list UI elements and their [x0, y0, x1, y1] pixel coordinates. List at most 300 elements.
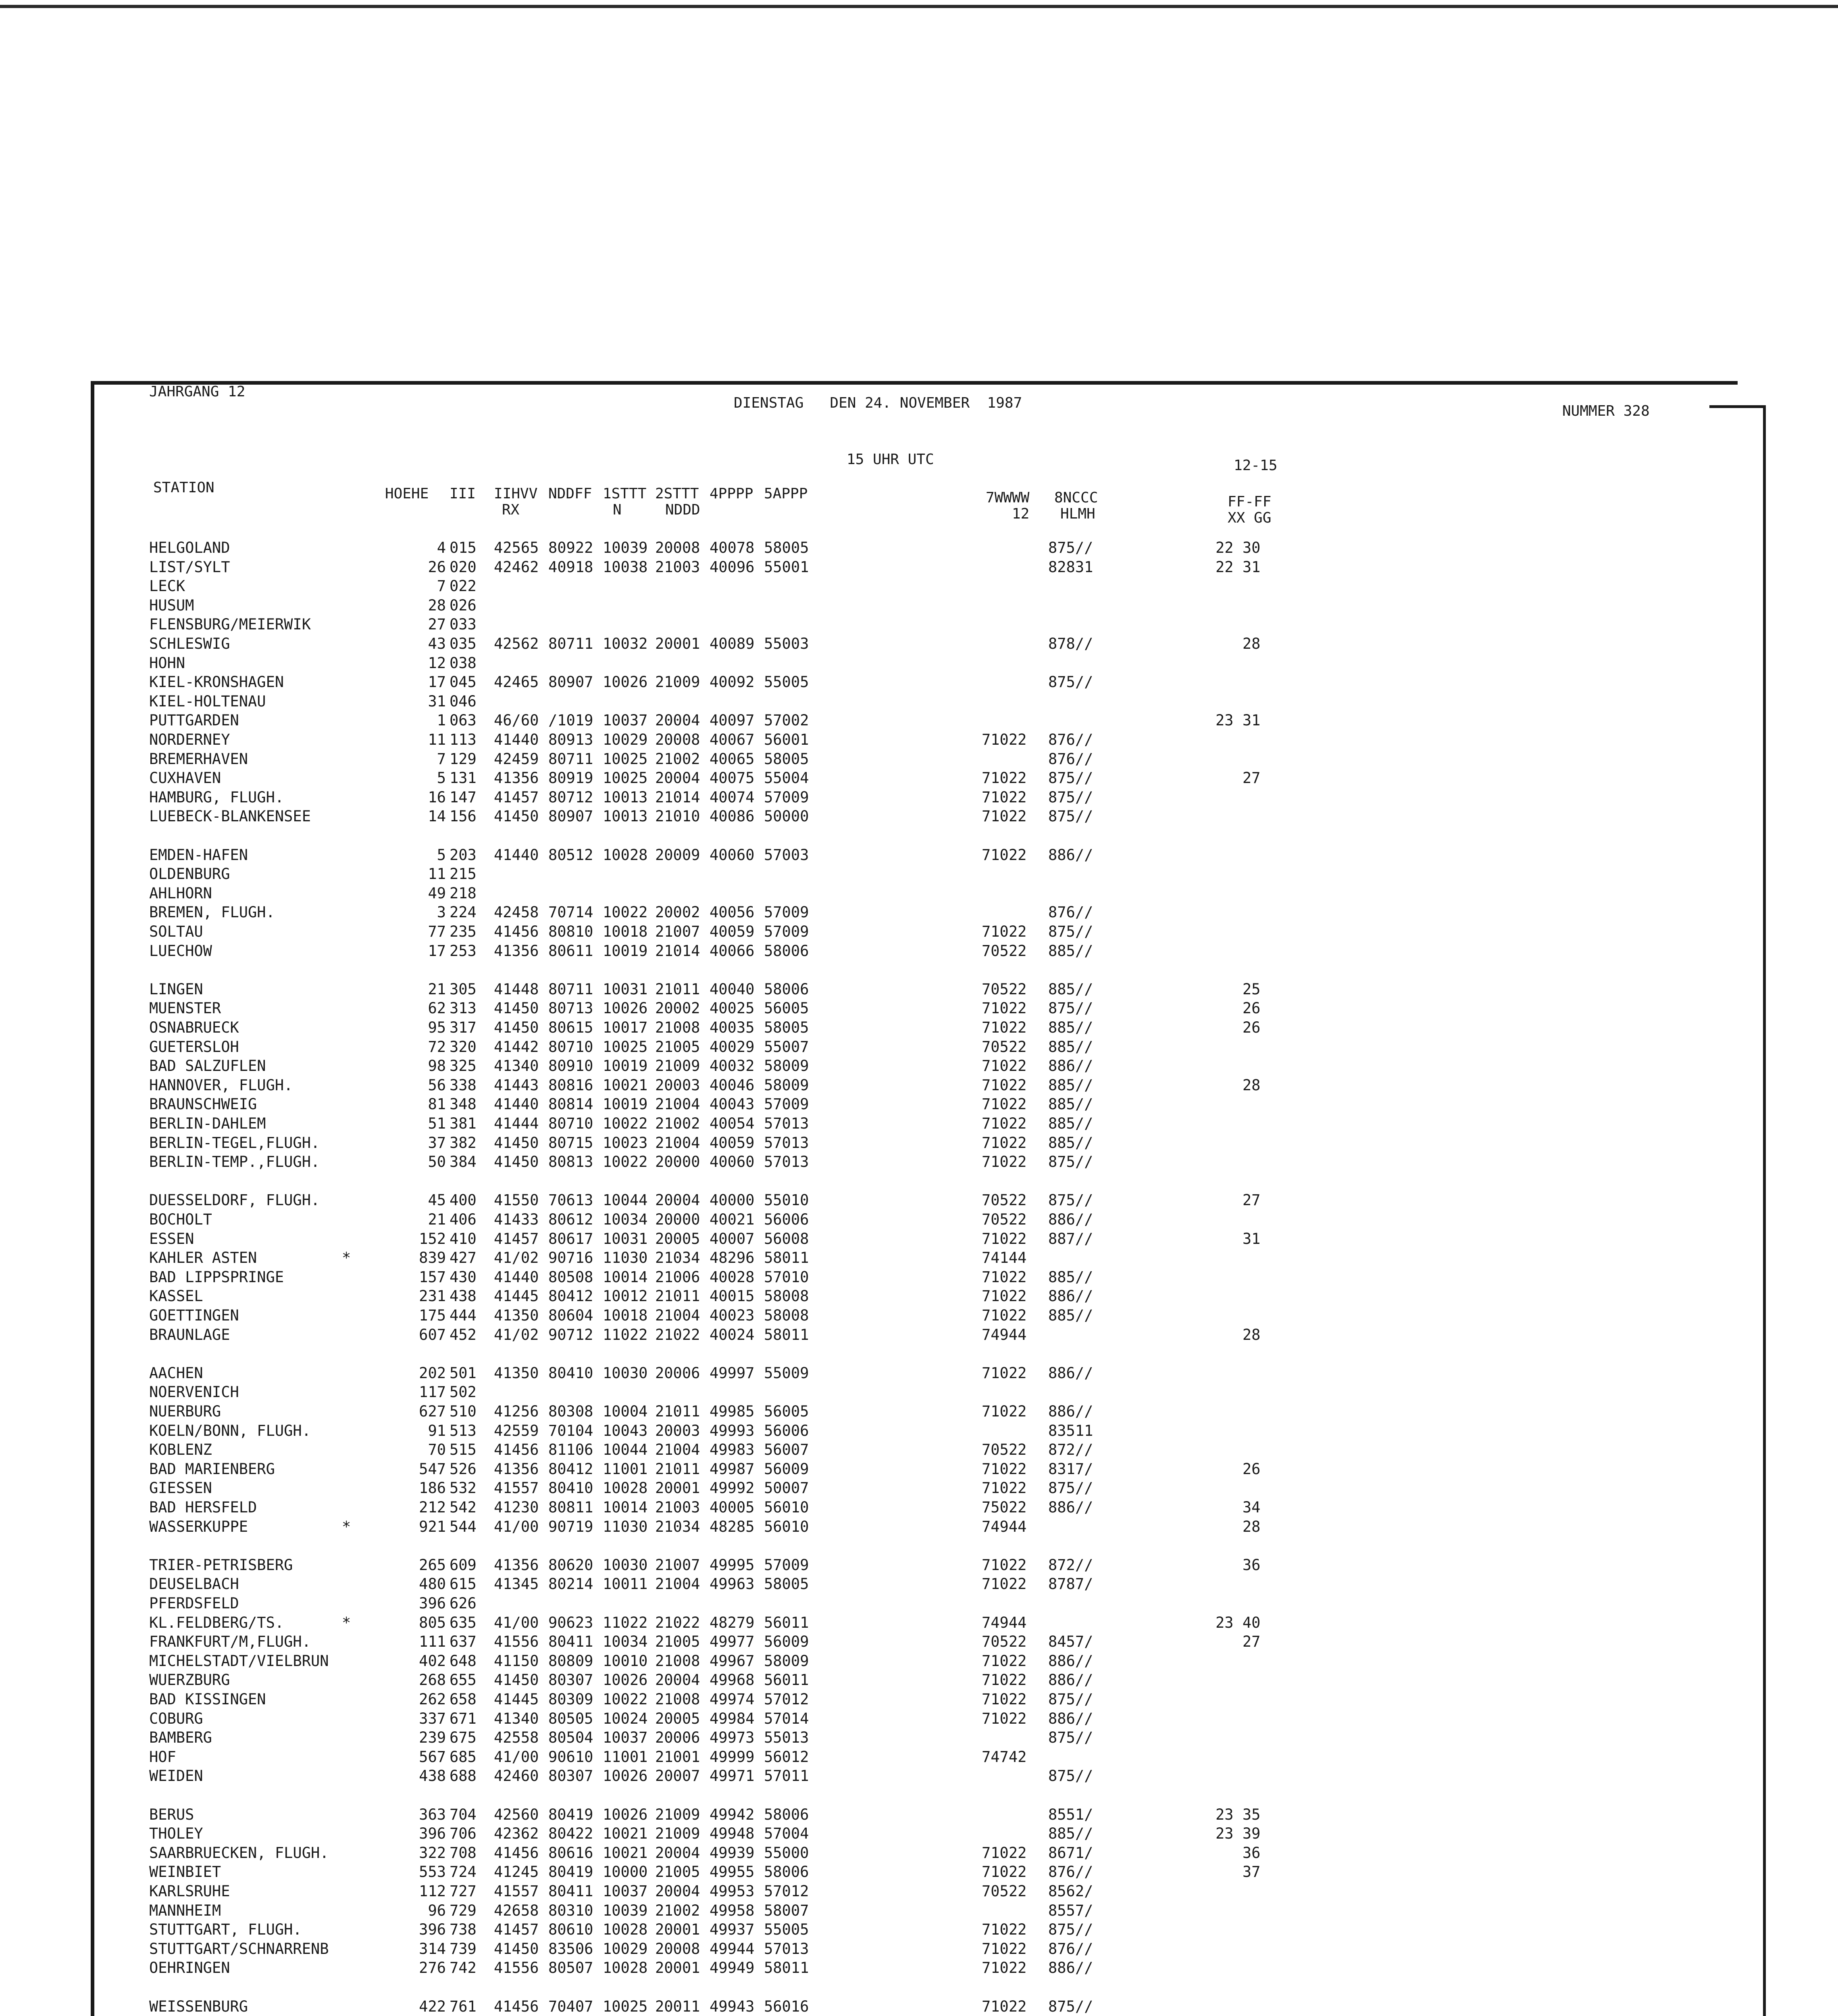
- station-id: 685: [450, 1748, 477, 1766]
- iihvv-value: 41456: [494, 1844, 539, 1862]
- station-height: 202: [419, 1364, 446, 1382]
- station-id: 224: [450, 904, 477, 921]
- station-id: 129: [450, 750, 477, 768]
- iihvv-value: 41450: [494, 1134, 539, 1152]
- nddff-value: 80504: [548, 1729, 593, 1746]
- sttt2-value: 21009: [655, 673, 700, 691]
- sttt1-value: 10028: [603, 846, 648, 864]
- wwww-value: 71022: [982, 1921, 1027, 1938]
- iihvv-value: 41/00: [494, 1614, 539, 1631]
- pppp-value: 49999: [710, 1748, 755, 1766]
- station-id: 515: [450, 1441, 477, 1458]
- station-id: 063: [450, 712, 477, 729]
- appp-value: 56009: [764, 1633, 809, 1650]
- station-height: 12: [428, 654, 446, 672]
- sttt1-value: 10025: [603, 769, 648, 787]
- station-name: FRANKFURT/M,FLUGH.: [149, 1633, 311, 1650]
- station-id: 658: [450, 1691, 477, 1708]
- pppp-value: 40028: [710, 1268, 755, 1286]
- ffff-value: 34: [1216, 1499, 1261, 1516]
- sttt1-value: 11001: [603, 1748, 648, 1766]
- wwww-value: 71022: [982, 1710, 1027, 1727]
- station-name: LINGEN: [149, 981, 203, 998]
- station-name: KARLSRUHE: [149, 1883, 230, 1900]
- sttt2-value: 21011: [655, 981, 700, 998]
- pppp-value: 49958: [710, 1902, 755, 1919]
- iihvv-value: 41/02: [494, 1249, 539, 1266]
- nddff-value: /1019: [548, 712, 593, 729]
- pppp-value: 49985: [710, 1403, 755, 1420]
- nddff-value: 80307: [548, 1671, 593, 1689]
- pppp-value: 40074: [710, 789, 755, 806]
- ffff-value: 28: [1216, 635, 1261, 652]
- ffff-value: 26: [1216, 1460, 1261, 1478]
- header-nddff: NDDFF: [548, 485, 592, 502]
- sttt2-value: 21009: [655, 1825, 700, 1842]
- pppp-value: 40007: [710, 1230, 755, 1248]
- sttt2-value: 21014: [655, 942, 700, 960]
- station-height: 37: [428, 1134, 446, 1152]
- sttt2-value: 21004: [655, 1134, 700, 1152]
- header-s2-sub: NDDD: [665, 502, 700, 518]
- appp-value: 57013: [764, 1115, 809, 1132]
- pppp-value: 40060: [710, 1153, 755, 1170]
- iihvv-value: 41550: [494, 1191, 539, 1209]
- station-id: 410: [450, 1230, 477, 1248]
- sttt1-value: 10013: [603, 808, 648, 825]
- header-wwww: 7WWWW: [986, 489, 1030, 506]
- station-name: WEIDEN: [149, 1767, 203, 1785]
- nccc-value: 876//: [1048, 904, 1093, 921]
- sttt2-value: 21034: [655, 1249, 700, 1266]
- station-name: HUSUM: [149, 597, 194, 614]
- pppp-value: 49949: [710, 1959, 755, 1976]
- station-height: 28: [428, 597, 446, 614]
- nddff-value: 80710: [548, 1038, 593, 1056]
- nccc-value: 878//: [1048, 635, 1093, 652]
- station-name: BERLIN-DAHLEM: [149, 1115, 266, 1132]
- station-height: 16: [428, 789, 446, 806]
- nccc-value: 875//: [1048, 1479, 1093, 1497]
- station-id: 742: [450, 1959, 477, 1976]
- nddff-value: 80505: [548, 1710, 593, 1727]
- nddff-value: 80307: [548, 1767, 593, 1785]
- station-name: DEUSELBACH: [149, 1575, 239, 1593]
- nccc-value: 876//: [1048, 731, 1093, 748]
- station-name: AACHEN: [149, 1364, 203, 1382]
- station-id: 035: [450, 635, 477, 652]
- station-height: 396: [419, 1825, 446, 1842]
- sttt2-value: 20004: [655, 1844, 700, 1862]
- station-height: 1: [437, 712, 446, 729]
- sttt2-value: 20004: [655, 1671, 700, 1689]
- sttt2-value: 21011: [655, 1460, 700, 1478]
- wwww-value: 71022: [982, 1556, 1027, 1574]
- nccc-value: 885//: [1048, 981, 1093, 998]
- pppp-value: 49942: [710, 1806, 755, 1823]
- station-height: 438: [419, 1767, 446, 1785]
- appp-value: 57013: [764, 1940, 809, 1958]
- appp-value: 56011: [764, 1671, 809, 1689]
- header-wwww-sub: 12: [1012, 506, 1030, 522]
- jahrgang-label: JAHRGANG 12: [149, 383, 246, 400]
- station-name: PFERDSFELD: [149, 1595, 239, 1612]
- nccc-value: 8317/: [1048, 1460, 1093, 1478]
- station-id: 513: [450, 1422, 477, 1439]
- sttt1-value: 11001: [603, 1460, 648, 1478]
- station-height: 547: [419, 1460, 446, 1478]
- sttt1-value: 10031: [603, 981, 648, 998]
- station-height: 175: [419, 1307, 446, 1324]
- pppp-value: 40060: [710, 846, 755, 864]
- iihvv-value: 41356: [494, 769, 539, 787]
- appp-value: 58011: [764, 1249, 809, 1266]
- station-name: COBURG: [149, 1710, 203, 1727]
- station-id: 609: [450, 1556, 477, 1574]
- nddff-value: 80411: [548, 1883, 593, 1900]
- station-id: 320: [450, 1038, 477, 1056]
- appp-value: 55007: [764, 1038, 809, 1056]
- appp-value: 56001: [764, 731, 809, 748]
- sttt2-value: 21003: [655, 558, 700, 576]
- nddff-value: 80910: [548, 1057, 593, 1075]
- nccc-value: 83511: [1048, 1422, 1093, 1439]
- nddff-value: 80412: [548, 1287, 593, 1305]
- station-id: 218: [450, 885, 477, 902]
- wwww-value: 71022: [982, 1479, 1027, 1497]
- station-id: 038: [450, 654, 477, 672]
- pppp-value: 40025: [710, 1000, 755, 1017]
- page-top-rule: [0, 5, 1838, 8]
- pppp-value: 49944: [710, 1940, 755, 1958]
- sttt1-value: 10034: [603, 1211, 648, 1228]
- wwww-value: 71022: [982, 1268, 1027, 1286]
- pppp-value: 49993: [710, 1422, 755, 1439]
- station-name: BERLIN-TEMP.,FLUGH.: [149, 1153, 320, 1170]
- station-height: 50: [428, 1153, 446, 1170]
- nccc-value: 885//: [1048, 942, 1093, 960]
- station-name: KOELN/BONN, FLUGH.: [149, 1422, 311, 1439]
- sttt1-value: 11022: [603, 1326, 648, 1343]
- sttt2-value: 21005: [655, 1038, 700, 1056]
- iihvv-value: 41256: [494, 1403, 539, 1420]
- iihvv-value: 41445: [494, 1691, 539, 1708]
- nccc-value: 875//: [1048, 923, 1093, 940]
- station-name: STUTTGART/SCHNARRENB: [149, 1940, 329, 1958]
- iihvv-value: 41444: [494, 1115, 539, 1132]
- nccc-value: 886//: [1048, 1959, 1093, 1976]
- sttt1-value: 10022: [603, 904, 648, 921]
- station-id: 022: [450, 577, 477, 595]
- wwww-value: 71022: [982, 1287, 1027, 1305]
- station-id: 338: [450, 1077, 477, 1094]
- sttt1-value: 10028: [603, 1479, 648, 1497]
- pppp-value: 40054: [710, 1115, 755, 1132]
- pppp-value: 49984: [710, 1710, 755, 1727]
- station-height: 553: [419, 1863, 446, 1881]
- nddff-value: 80419: [548, 1806, 593, 1823]
- nccc-value: 875//: [1048, 789, 1093, 806]
- station-height: 157: [419, 1268, 446, 1286]
- nddff-value: 80809: [548, 1652, 593, 1670]
- appp-value: 56006: [764, 1211, 809, 1228]
- iihvv-value: 41350: [494, 1364, 539, 1382]
- station-name: BOCHOLT: [149, 1211, 212, 1228]
- station-name: HAMBURG, FLUGH.: [149, 789, 284, 806]
- sttt2-value: 21008: [655, 1019, 700, 1036]
- ffff-value: 23 39: [1216, 1825, 1261, 1842]
- nccc-value: 885//: [1048, 1115, 1093, 1132]
- iihvv-value: 41345: [494, 1575, 539, 1593]
- nddff-value: 80919: [548, 769, 593, 787]
- nccc-value: 875//: [1048, 1191, 1093, 1209]
- nccc-value: 886//: [1048, 1364, 1093, 1382]
- station-name: BAD HERSFELD: [149, 1499, 257, 1516]
- station-id: 452: [450, 1326, 477, 1343]
- sttt1-value: 11022: [603, 1614, 648, 1631]
- station-name: BAD MARIENBERG: [149, 1460, 275, 1478]
- pppp-value: 40023: [710, 1307, 755, 1324]
- station-name: WUERZBURG: [149, 1671, 230, 1689]
- appp-value: 56005: [764, 1000, 809, 1017]
- wwww-value: 74944: [982, 1518, 1027, 1535]
- nddff-value: 90712: [548, 1326, 593, 1343]
- station-name: PUTTGARDEN: [149, 712, 239, 729]
- station-height: 11: [428, 865, 446, 883]
- station-height: 49: [428, 885, 446, 902]
- header-s1: 1STTT: [603, 485, 647, 502]
- station-height: 5: [437, 846, 446, 864]
- station-height: 72: [428, 1038, 446, 1056]
- appp-value: 55005: [764, 673, 809, 691]
- nccc-value: 8671/: [1048, 1844, 1093, 1862]
- sttt2-value: 21003: [655, 1499, 700, 1516]
- appp-value: 58011: [764, 1326, 809, 1343]
- nccc-value: 875//: [1048, 1998, 1093, 2015]
- station-id: 444: [450, 1307, 477, 1324]
- sttt1-value: 10028: [603, 1921, 648, 1938]
- nddff-value: 80810: [548, 923, 593, 940]
- pppp-value: 49983: [710, 1441, 755, 1458]
- wwww-value: 71022: [982, 1019, 1027, 1036]
- nccc-value: 875//: [1048, 1000, 1093, 1017]
- appp-value: 57009: [764, 923, 809, 940]
- station-id: 637: [450, 1633, 477, 1650]
- station-id: 045: [450, 673, 477, 691]
- header-station: STATION: [153, 479, 214, 496]
- nddff-value: 90716: [548, 1249, 593, 1266]
- nccc-value: 875//: [1048, 539, 1093, 556]
- station-name: KAHLER ASTEN: [149, 1249, 257, 1266]
- issue-number: NUMMER 328: [1562, 403, 1650, 419]
- station-height: 921: [419, 1518, 446, 1535]
- appp-value: 56010: [764, 1499, 809, 1516]
- sttt2-value: 21004: [655, 1095, 700, 1113]
- station-name: GUETERSLOH: [149, 1038, 239, 1056]
- iihvv-value: 41457: [494, 1230, 539, 1248]
- sttt2-value: 21009: [655, 1806, 700, 1823]
- nddff-value: 80309: [548, 1691, 593, 1708]
- pppp-value: 40065: [710, 750, 755, 768]
- appp-value: 57002: [764, 712, 809, 729]
- pppp-value: 40056: [710, 904, 755, 921]
- appp-value: 56009: [764, 1460, 809, 1478]
- station-height: 43: [428, 635, 446, 652]
- station-height: 62: [428, 1000, 446, 1017]
- nccc-value: 875//: [1048, 673, 1093, 691]
- station-id: 626: [450, 1595, 477, 1612]
- station-name: BAD LIPPSPRINGE: [149, 1268, 284, 1286]
- iihvv-value: 41450: [494, 1940, 539, 1958]
- wwww-value: 71022: [982, 1403, 1027, 1420]
- station-name: MANNHEIM: [149, 1902, 221, 1919]
- station-height: 21: [428, 981, 446, 998]
- ffff-value: 28: [1216, 1077, 1261, 1094]
- wwww-value: 71022: [982, 1460, 1027, 1478]
- station-height: 4: [437, 539, 446, 556]
- nccc-value: 887//: [1048, 1230, 1093, 1248]
- iihvv-value: 42459: [494, 750, 539, 768]
- station-id: 305: [450, 981, 477, 998]
- header-ffff-sub: XX GG: [1228, 510, 1272, 526]
- station-id: 727: [450, 1883, 477, 1900]
- nddff-value: 80711: [548, 981, 593, 998]
- nccc-value: 886//: [1048, 1710, 1093, 1727]
- sttt2-value: 20003: [655, 1422, 700, 1439]
- pppp-value: 40046: [710, 1077, 755, 1094]
- appp-value: 50007: [764, 1479, 809, 1497]
- appp-value: 57009: [764, 1095, 809, 1113]
- mountain-marker: *: [342, 1249, 351, 1266]
- pppp-value: 40059: [710, 923, 755, 940]
- iihvv-value: 41448: [494, 981, 539, 998]
- appp-value: 58005: [764, 1575, 809, 1593]
- sttt2-value: 20000: [655, 1153, 700, 1170]
- wwww-value: 71022: [982, 1998, 1027, 2015]
- sttt2-value: 20001: [655, 1959, 700, 1976]
- nccc-value: 875//: [1048, 1153, 1093, 1170]
- nddff-value: 70613: [548, 1191, 593, 1209]
- wwww-value: 75022: [982, 1499, 1027, 1516]
- station-name: LUECHOW: [149, 942, 212, 960]
- wwww-value: 71022: [982, 769, 1027, 787]
- pppp-value: 40021: [710, 1211, 755, 1228]
- sttt1-value: 10019: [603, 942, 648, 960]
- pppp-value: 40040: [710, 981, 755, 998]
- station-id: 382: [450, 1134, 477, 1152]
- station-id: 325: [450, 1057, 477, 1075]
- nddff-value: 70714: [548, 904, 593, 921]
- iihvv-value: 41456: [494, 923, 539, 940]
- appp-value: 58005: [764, 539, 809, 556]
- iihvv-value: 41/00: [494, 1748, 539, 1766]
- appp-value: 57009: [764, 789, 809, 806]
- appp-value: 58009: [764, 1652, 809, 1670]
- ffff-value: 28: [1216, 1518, 1261, 1535]
- station-name: HOF: [149, 1748, 176, 1766]
- sttt1-value: 11030: [603, 1518, 648, 1535]
- iihvv-value: 41356: [494, 942, 539, 960]
- nddff-value: 80419: [548, 1863, 593, 1881]
- appp-value: 57012: [764, 1691, 809, 1708]
- station-height: 314: [419, 1940, 446, 1958]
- station-height: 265: [419, 1556, 446, 1574]
- iihvv-value: 42462: [494, 558, 539, 576]
- sttt2-value: 20004: [655, 1191, 700, 1209]
- station-id: 708: [450, 1844, 477, 1862]
- wwww-value: 71022: [982, 808, 1027, 825]
- pppp-value: 49995: [710, 1556, 755, 1574]
- right-bracket-side: [1763, 405, 1766, 2016]
- sttt1-value: 10018: [603, 923, 648, 940]
- pppp-value: 40089: [710, 635, 755, 652]
- appp-value: 55001: [764, 558, 809, 576]
- sttt2-value: 20000: [655, 1211, 700, 1228]
- iihvv-value: 41442: [494, 1038, 539, 1056]
- station-name: OEHRINGEN: [149, 1959, 230, 1976]
- appp-value: 57009: [764, 904, 809, 921]
- station-height: 396: [419, 1595, 446, 1612]
- nddff-value: 80816: [548, 1077, 593, 1094]
- station-name: STUTTGART, FLUGH.: [149, 1921, 302, 1938]
- sttt2-value: 20004: [655, 769, 700, 787]
- station-name: OLDENBURG: [149, 865, 230, 883]
- pppp-value: 40092: [710, 673, 755, 691]
- wwww-value: 71022: [982, 1940, 1027, 1958]
- pppp-value: 49987: [710, 1460, 755, 1478]
- station-height: 186: [419, 1479, 446, 1497]
- nccc-value: 8562/: [1048, 1883, 1093, 1900]
- nccc-value: 876//: [1048, 750, 1093, 768]
- iihvv-value: 42465: [494, 673, 539, 691]
- nddff-value: 80611: [548, 942, 593, 960]
- sttt2-value: 20003: [655, 1077, 700, 1094]
- station-height: 7: [437, 750, 446, 768]
- sttt1-value: 10044: [603, 1441, 648, 1458]
- pppp-value: 40059: [710, 1134, 755, 1152]
- station-height: 805: [419, 1614, 446, 1631]
- nccc-value: 885//: [1048, 1268, 1093, 1286]
- frame-top-border: [91, 381, 1738, 385]
- sttt2-value: 21005: [655, 1633, 700, 1650]
- sttt1-value: 10025: [603, 1998, 648, 2015]
- pppp-value: 49992: [710, 1479, 755, 1497]
- station-height: 11: [428, 731, 446, 748]
- sttt1-value: 10017: [603, 1019, 648, 1036]
- nccc-value: 886//: [1048, 1057, 1093, 1075]
- iihvv-value: 41440: [494, 846, 539, 864]
- iihvv-value: 41440: [494, 731, 539, 748]
- pppp-value: 40096: [710, 558, 755, 576]
- nccc-value: 876//: [1048, 1940, 1093, 1958]
- station-height: 627: [419, 1403, 446, 1420]
- sttt1-value: 10022: [603, 1691, 648, 1708]
- station-height: 31: [428, 693, 446, 710]
- pppp-value: 40029: [710, 1038, 755, 1056]
- nccc-value: 8551/: [1048, 1806, 1093, 1823]
- station-name: WEINBIET: [149, 1863, 221, 1881]
- ffff-value: 26: [1216, 1019, 1261, 1036]
- nddff-value: 80711: [548, 635, 593, 652]
- station-id: 430: [450, 1268, 477, 1286]
- pppp-value: 40035: [710, 1019, 755, 1036]
- ffff-value: 22 30: [1216, 539, 1261, 556]
- sttt2-value: 21014: [655, 789, 700, 806]
- station-height: 363: [419, 1806, 446, 1823]
- ffff-value: 23 35: [1216, 1806, 1261, 1823]
- ffff-value: 25: [1216, 981, 1261, 998]
- station-name: CUXHAVEN: [149, 769, 221, 787]
